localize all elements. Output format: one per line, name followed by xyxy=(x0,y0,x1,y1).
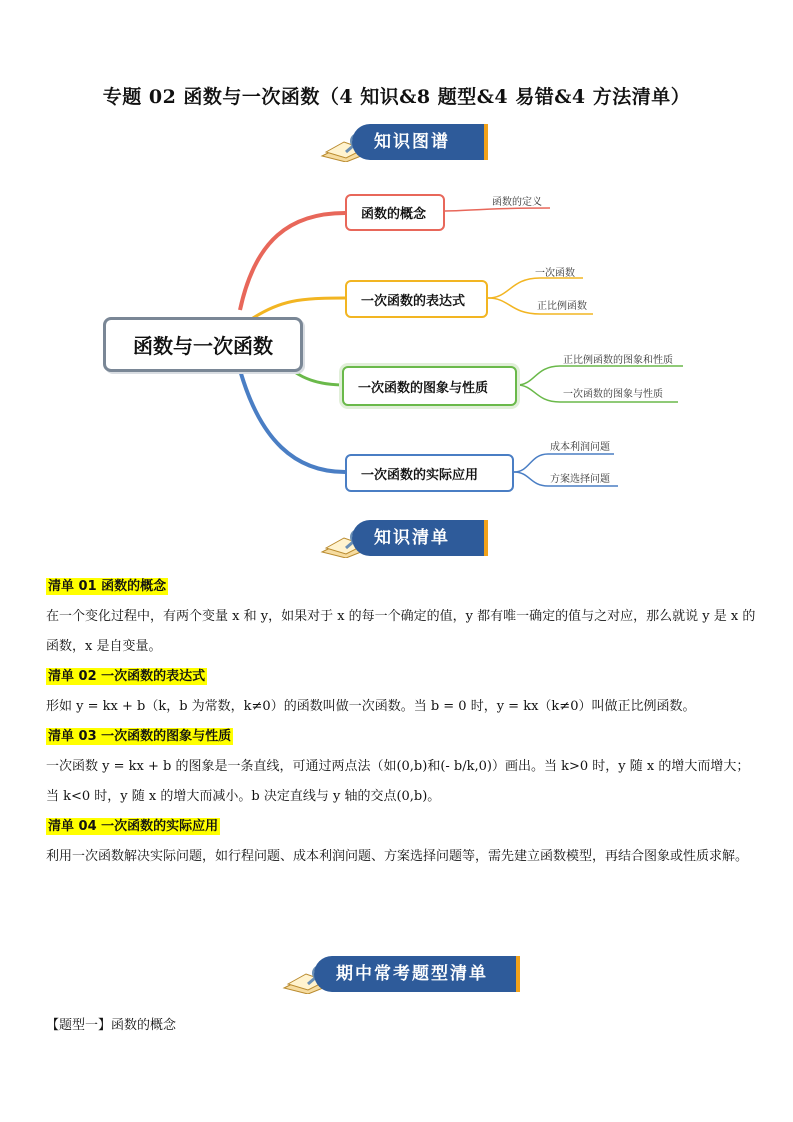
page-title: 专题 02 函数与一次函数（4 知识&8 题型&4 易错&4 方法清单） xyxy=(102,86,691,108)
item-heading: 清单 04 一次函数的实际应用 xyxy=(48,819,219,834)
branch-label: 一次函数的实际应用 xyxy=(361,467,479,483)
banner-label: 知识清单 xyxy=(352,520,488,556)
branch-label: 一次函数的图象与性质 xyxy=(358,380,489,396)
item-heading: 清单 01 函数的概念 xyxy=(48,579,167,594)
mind-map-branch-application xyxy=(345,454,514,492)
item-heading: 清单 02 一次函数的表达式 xyxy=(48,669,206,684)
leaf-function-definition: 函数的定义 xyxy=(492,197,542,208)
leaf-cost-profit: 成本利润问题 xyxy=(550,442,610,453)
mind-map-center-label: 函数与一次函数 xyxy=(133,334,273,358)
branch-label: 函数的概念 xyxy=(361,207,427,222)
mind-map xyxy=(0,180,793,500)
item-text: 形如 y = kx + b（k，b 为常数，k≠0）的函数叫做一次函数。当 b = 0 时，y = kx（k≠0）叫做正比例函数。 xyxy=(46,699,696,714)
leaf-proportional-graph: 正比例函数的图象和性质 xyxy=(563,355,673,366)
type-one-heading: 【题型一】函数的概念 xyxy=(46,1018,177,1033)
mind-map-branch-expression xyxy=(345,280,488,318)
list-item-2 xyxy=(46,662,756,722)
leaf-linear-graph: 一次函数的图象与性质 xyxy=(563,389,663,400)
list-item-1 xyxy=(46,572,756,662)
banner-knowledge-map xyxy=(318,124,478,164)
banner-label: 知识图谱 xyxy=(352,124,488,160)
mind-map-branch-concept xyxy=(345,194,445,231)
banner-label: 期中常考题型清单 xyxy=(314,956,520,992)
list-item-3 xyxy=(46,722,756,812)
leaf-proportional-function: 正比例函数 xyxy=(537,301,587,312)
leaf-plan-choice: 方案选择问题 xyxy=(550,474,610,485)
item-heading: 清单 03 一次函数的图象与性质 xyxy=(48,729,232,744)
leaf-linear-function: 一次函数 xyxy=(535,268,575,279)
item-text: 在一个变化过程中，有两个变量 x 和 y，如果对于 x 的每一个确定的值，y 都有唯一确定的值与之对应，那么就说 y 是 x 的函数，x 是自变量。 xyxy=(46,609,756,654)
branch-label: 一次函数的表达式 xyxy=(361,293,466,309)
mind-map-branch-graph xyxy=(342,366,517,406)
knowledge-list xyxy=(46,572,756,872)
banner-exam-types xyxy=(280,956,520,996)
item-text: 一次函数 y = kx + b 的图象是一条直线，可通过两点法（如(0,b)和(- b/k,0)）画出。当 k>0 时，y 随 x 的增大而增大；当 k<0 时，y 随 x 的增大而减小。b 决定直线与 y 轴的交点(0,b)。 xyxy=(46,759,750,804)
list-item-4 xyxy=(46,812,756,872)
mind-map-center xyxy=(103,317,303,372)
item-text: 利用一次函数解决实际问题，如行程问题、成本利润问题、方案选择问题等，需先建立函数模型，再结合图象或性质求解。 xyxy=(46,849,749,864)
banner-knowledge-list xyxy=(318,520,478,560)
